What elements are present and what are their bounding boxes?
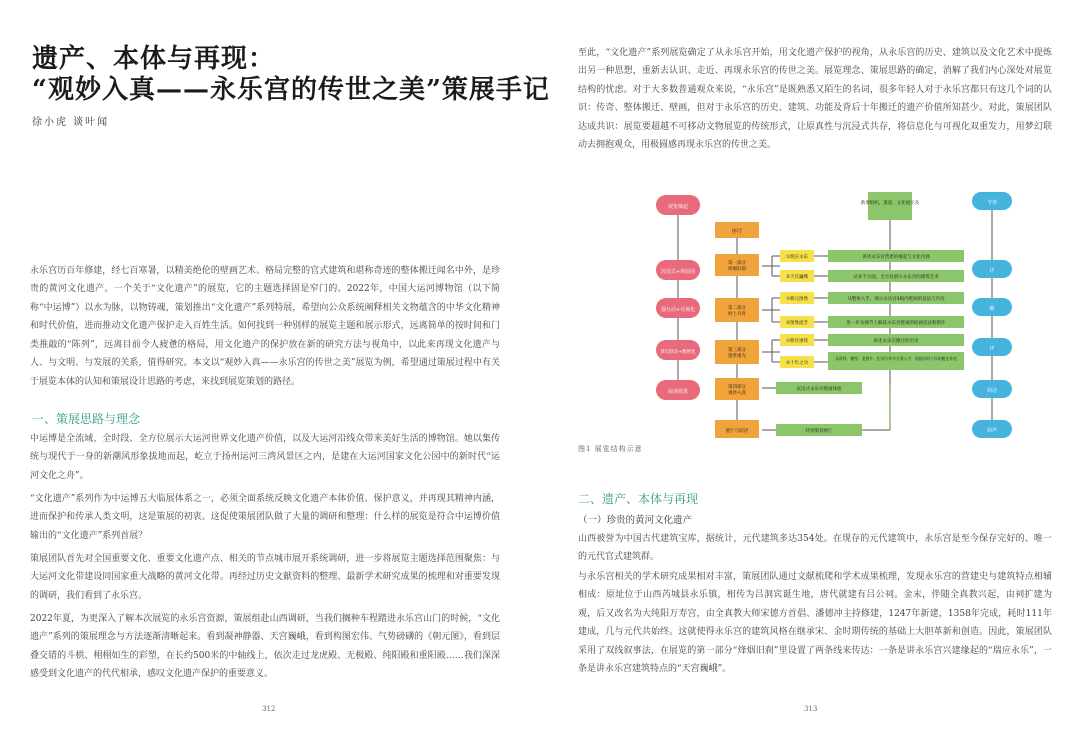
- page-number-right: 313: [804, 705, 818, 713]
- svg-text:第二部分妙上丹青: 第二部分妙上丹青: [728, 306, 746, 317]
- section-1-heading: 一、策展思路与理念: [32, 412, 141, 426]
- svg-text:讲述永乐宫营建的缘起与文化内涵: 讲述永乐宫营建的缘起与文化内涵: [862, 255, 930, 260]
- svg-text:②图像流芳: ②图像流芳: [785, 321, 809, 326]
- section-1-paragraph-3: 策展团队首先对全国重要文化、重要文化遗产点、相关的节点城市展开系统调研，进一步将展览主题选择范围聚焦：与大运河文化带建设同国家重大战略的黄河文化带。再经过历史文献资料的整理、最新学术研究成果的梳理和对重要发现的调研，我们看到了永乐宫。: [30, 554, 500, 601]
- svg-text:略: 略: [989, 306, 995, 312]
- section-1-paragraph-2: “文化遗产”系列作为中运博五大临展体系之一，必须全面系统反映文化遗产本体价值、保护意义，并再现其精神内涵，进而保护和传承人类文明，这是策展的初衷。这促使策展团队做了大量的调研和整理：什么样的展览是符合中运博价值输出的“文化遗产”系列首展？: [30, 494, 500, 541]
- diagram-top-box: [868, 192, 912, 220]
- left-col-3: 梦幻联动+数智化: [660, 350, 696, 355]
- left-col-0: 展览缘起: [667, 204, 689, 210]
- svg-text:第四部分观妙入真: 第四部分观妙入真: [728, 385, 746, 396]
- title-line-2: “观妙入真——永乐宫的传世之美”策展手记: [32, 75, 550, 106]
- top-box-text: 新增组织、遗迹、文化展示及: [860, 201, 920, 206]
- page-number-left: 312: [262, 705, 276, 713]
- authors: 徐小虎 谈叶闻: [32, 117, 110, 128]
- svg-text:从资料、模型、老照片、纪录片等多方面入手，展现历时十年的搬迁: 从资料、模型、老照片、纪录片等多方面入手，展现历时十年的搬迁奇迹: [835, 356, 957, 361]
- article-title: [32, 44, 550, 106]
- section-2-heading: 二、遗产、本体与再现: [578, 492, 699, 506]
- subsection-1-paragraph-2: 与永乐宫相关的学术研究成果相对丰富，策展团队通过文献梳爬和学术成果梳理，发现永乐宫的营建史与建筑特点相辅相成：原址位于山西芮城县永乐镇，相传为吕洞宾诞生地，唐代就建有吕公祠。金末，伴随全真教兴起，由祠扩建为观，后又改名为大纯阳万寿宫，由全真教大师宋德方首倡、潘德冲主持修建，1247年新建，1358年完成，耗时111年建成，几与元代共始终。这就使得永乐宫的建筑风格在继承宋、金时期传统的基础上大胆革新和创造。因此，策展团队采用了双线叙事法，在展览的第一部分“烽烟旧刹”里设置了两条线来传达：一条是讲永乐宫兴建缘起的“瑞应永乐”，一条是讲永乐宫建筑特点的“天宫巍峨”。: [578, 572, 1052, 675]
- subsection-1-paragraph-1: 山西被誉为中国古代建筑宝库，据统计，元代建筑多达354处。在现存的元代建筑中，永乐宫是至今保存完好的、唯一的元代官式建筑群。: [578, 534, 1052, 563]
- svg-text:特别策划展厅: 特别策划展厅: [805, 429, 833, 434]
- svg-text:简声: 简声: [986, 428, 998, 434]
- left-col-1: 沉浸式+体验园: [660, 269, 696, 275]
- section-1-paragraph-4: 2022年夏，为更深入了解本次展览的永乐宫资源，策展组赴山西调研，当我们搁种车程踏进永乐宫山门的时候，“文化遗产”系列的策展理念与方法逐渐清晰起来。看到凝神静器、天宫巍峨，看到构图宏伟、气势磅礴的《朝元图》，看到层叠交错的斗栱、栩栩如生的彩塑，在长约500米的中轴线上，依次走过龙虎殿、无极殿、纯阳殿和重阳殿……我们深深感受到文化遗产的代代相承，感叹文化遗产保护的重要意义。: [30, 614, 500, 680]
- svg-text:第三部分遗世重光: 第三部分遗世重光: [728, 348, 746, 359]
- svg-text:第一部分烽烟旧刹: 第一部分烽烟旧刹: [728, 261, 746, 272]
- subsection-1-heading: （一）珍贵的黄河文化遗产: [578, 515, 693, 526]
- figure-caption: 图1 展览结构示意: [578, 445, 643, 453]
- left-col-2: 强互动+可视化: [660, 307, 696, 313]
- right-page: [540, 0, 1080, 732]
- right-top-paragraph: 至此，“文化遗产”系列展览确定了从永乐宫开始，用文化遗产保护的视角，从永乐宫的历史、建筑以及文化艺术中提炼出另一种思想，重新去认识、走近、再现永乐宫的传世之美。展览理念、策展思路的确定，消解了我们内心深处对展览结构的忧虑。对于大多数普通观众来说，“永乐宫”是既熟悉又陌生的名词，很多年轻人对于永乐宫都只有这几个词的认识：传奇、整体搬迁、壁画，但对于永乐宫的历史、建筑、功能及背后十年搬迁的遗产价值所知甚少。对此，策展团队达成共识：展览要超越不可移动文物展览的传统形式，让原真性与沉浸式共存，将信息化与可视化双重发力，用梦幻联动去拥抱观众，用极圆感再现永乐宫的传世之美。: [578, 48, 1052, 151]
- section-1-paragraph-1: 中运博是全流域、全时段、全方位展示大运河世界文化遗产价值，以及大运河沿线众带来美好生活的博物馆。她以集传统与现代于一身的新潮风形象拔地而起，屹立于扬州运河三湾风景区之内，是建在大运河国家文化公园中的新时代“运河文化之舟”。: [30, 434, 500, 481]
- intro-paragraph: 永乐宫历百年修建，经七百寒暑，以精美绝伦的壁画艺术、格局完整的官式建筑和堪称奇迹的整体搬迁闻名中外，是珍贵的黄河文化遗产。一个关于“文化遗产”的展览，它的主题选择固是窄门的。2022年，中国大运河博物馆（以下简称“中运博”）以水为脉，以物铸魂，策划推出“文化遗产”系列特展，希望向公众系统阐释相关文物蕴含的中华文化精神和时代价值，进而推动文化遗产保护走入百姓生活。如何找到一种别样的展览主题和展示形式，远离简单的按时间和门类推敲的“陈列”，远离目前令人疲惫的格局，用文化遗产的保护放在新的研究方法与视角中，以此来再现文化遗产与人、与文明、与发展的关系，值得研究。本文以“观妙入真——永乐宫的传世之美”展览为例，希望通过策展过程中有关于展览本体的认知和策展设计思路的考虑，来找到展览策划的路径。: [30, 266, 500, 387]
- svg-text:讲述永乐宫搬迁的历史: 讲述永乐宫搬迁的历史: [873, 339, 919, 344]
- svg-text:从整体入手，展示永乐宫4殿内壁画的技法与内容: 从整体入手，展示永乐宫4殿内壁画的技法与内容: [847, 297, 945, 302]
- svg-text:从多个方面、全方位展示永乐宫的建筑艺术: 从多个方面、全方位展示永乐宫的建筑艺术: [853, 275, 939, 280]
- svg-text:②十年之功: ②十年之功: [785, 361, 809, 366]
- svg-text:沉浸式永乐宫壁画体验: 沉浸式永乐宫壁画体验: [796, 387, 842, 392]
- left-col-4: 展现效果: [667, 389, 689, 395]
- svg-text:①朝元图像: ①朝元图像: [785, 297, 809, 302]
- svg-text:展厅与结语: 展厅与结语: [725, 429, 749, 434]
- svg-text:序厅: 序厅: [731, 229, 743, 235]
- svg-text:详: 详: [989, 346, 995, 352]
- exhibition-structure-diagram: [540, 180, 1080, 450]
- svg-text:简洁: 简洁: [986, 388, 998, 394]
- svg-text:节奏: 节奏: [986, 200, 998, 206]
- svg-text:进一步从细节上解读永乐宫壁画的绘画技法和制作: 进一步从细节上解读永乐宫壁画的绘画技法和制作: [846, 321, 946, 326]
- svg-text:①瑞应永乐: ①瑞应永乐: [785, 255, 809, 260]
- title-line-1: 遗产、本体与再现：: [32, 44, 276, 74]
- diagram-sections: [780, 250, 814, 368]
- svg-text:详: 详: [989, 268, 995, 274]
- svg-text:①移宫重续: ①移宫重续: [785, 339, 809, 344]
- svg-text:②天宫巍峨: ②天宫巍峨: [785, 275, 809, 280]
